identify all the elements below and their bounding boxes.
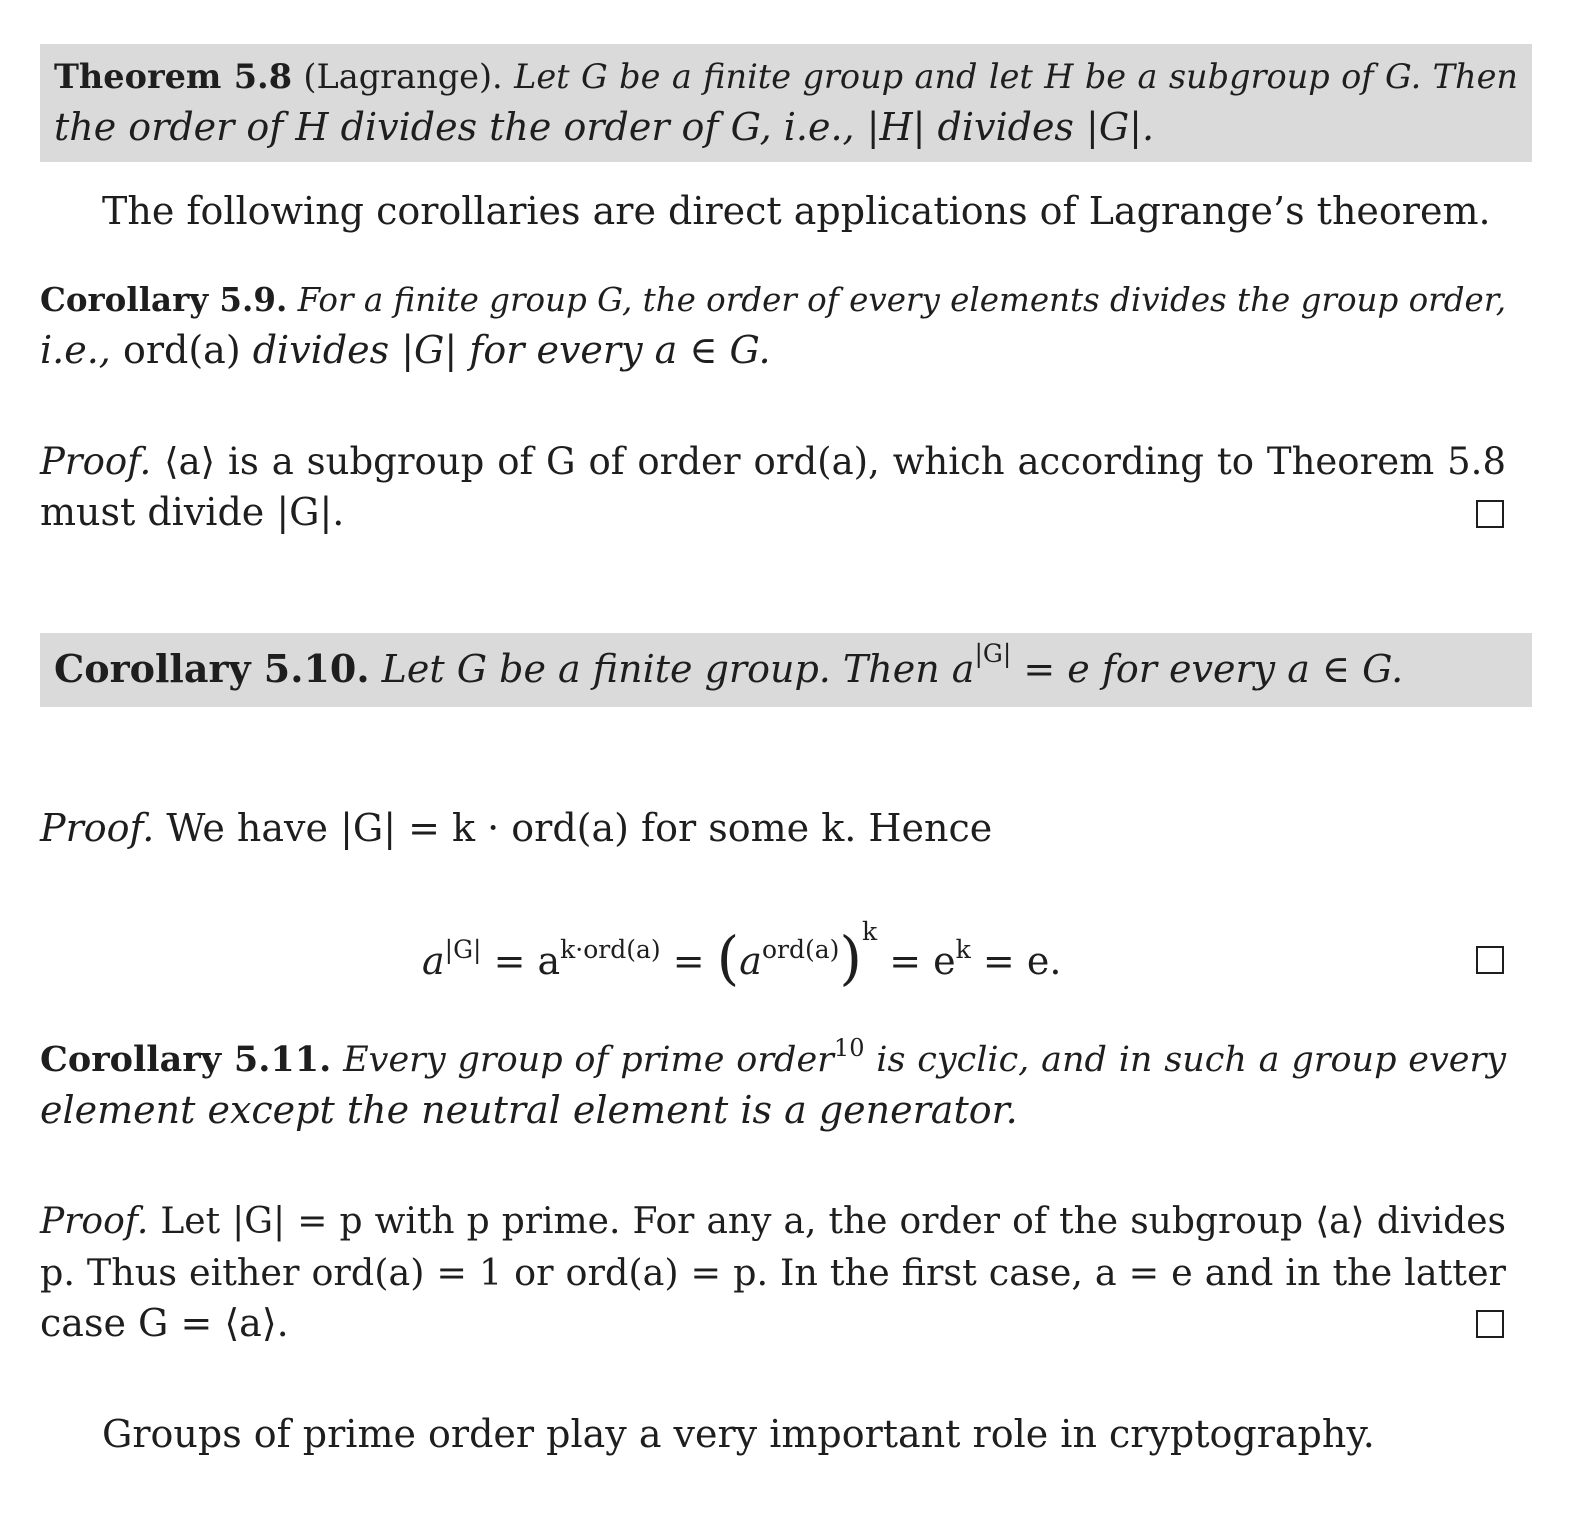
theorem-name: (Lagrange). xyxy=(303,57,503,96)
corollary-5-10-box xyxy=(40,633,1532,707)
theorem-5-8-box xyxy=(40,44,1532,162)
proof-5-9-text-1: ⟨a⟩ is a subgroup of G of order ord(a), which according to Theorem 5.8 xyxy=(164,440,1506,483)
eq-outer-exp-k: k xyxy=(862,917,878,946)
theorem-5-8-line-1 xyxy=(54,51,1518,102)
footnote-marker[interactable]: 10 xyxy=(833,1034,865,1062)
proof-5-10-line-1 xyxy=(40,803,1506,854)
eq-open-paren: ( xyxy=(716,924,740,992)
eq-exp-ord: ord(a) xyxy=(761,935,840,964)
corollary-5-9-statement-1: For a finite group G, the order of every elements divides the group order, xyxy=(297,281,1507,319)
corollary-5-10-statement-post: = e for every a ∈ G. xyxy=(1011,647,1404,691)
display-equation xyxy=(422,917,1062,992)
proof-label: Proof. xyxy=(40,440,152,483)
corollary-5-10-statement-pre: Let G be a finite group. Then a xyxy=(381,647,975,691)
proof-label: Proof. xyxy=(40,1201,149,1242)
corollary-5-9-line-2 xyxy=(40,325,1506,376)
eq-base-a: a xyxy=(422,939,445,983)
intro-paragraph: The following corollaries are direct applications of Lagrange’s theorem. xyxy=(102,189,1491,233)
proof-5-11-line-2: p. Thus either ord(a) = 1 or ord(a) = p. In the first case, a = e and in the latter xyxy=(40,1251,1506,1294)
corollary-5-10-exponent: |G| xyxy=(974,639,1012,668)
theorem-statement-1: Let G be a finite group and let H be a subgroup of G. Then xyxy=(514,57,1518,96)
theorem-label: Theorem 5.8 xyxy=(54,57,293,96)
corollary-5-9-statement-2: divides |G| for every a ∈ G. xyxy=(240,328,771,372)
corollary-5-9-label: Corollary 5.9. xyxy=(40,280,288,319)
proof-5-9-line-1 xyxy=(40,436,1506,487)
proof-5-11-line-3: case G = ⟨a⟩. xyxy=(40,1301,289,1345)
eq-part-1: = a xyxy=(481,939,561,983)
eq-equals-2: = xyxy=(660,939,717,983)
proof-5-11-text-1: Let |G| = p with p prime. For any a, the order of the subgroup ⟨a⟩ divides xyxy=(160,1201,1506,1242)
corollary-5-9-ord: ord(a) xyxy=(122,328,241,372)
theorem-statement-2: the order of H divides the order of G, i.e., |H| divides |G|. xyxy=(54,105,1155,149)
qed-box-icon xyxy=(1476,500,1504,528)
corollary-5-11-statement-1: Every group of prime order xyxy=(343,1040,834,1080)
corollary-5-10-line xyxy=(54,639,1518,699)
eq-tail: = e. xyxy=(970,939,1062,983)
proof-label: Proof. xyxy=(40,806,155,850)
corollary-5-11-line-2: element except the neutral element is a generator. xyxy=(40,1088,1018,1132)
eq-exp-kord: k·ord(a) xyxy=(560,935,661,964)
proof-5-9-line-2: must divide |G|. xyxy=(40,490,345,534)
corollary-5-11-label: Corollary 5.11. xyxy=(40,1039,332,1080)
corollary-5-9-line-1 xyxy=(40,274,1506,326)
corollary-5-10-label: Corollary 5.10. xyxy=(54,646,370,691)
proof-5-11-line-1 xyxy=(40,1196,1506,1247)
eq-exp-k: k xyxy=(955,935,971,964)
corollary-5-11-line-1 xyxy=(40,1034,1506,1089)
corollary-5-9-ie: i.e., xyxy=(40,328,123,372)
qed-box-icon xyxy=(1476,946,1504,974)
eq-part-3: = e xyxy=(877,939,956,983)
qed-box-icon xyxy=(1476,1310,1504,1338)
proof-5-10-text-1: We have |G| = k · ord(a) for some k. Hence xyxy=(166,806,993,850)
eq-close-paren: ) xyxy=(839,924,863,992)
eq-inner-a: a xyxy=(739,939,762,983)
closing-paragraph: Groups of prime order play a very important role in cryptography. xyxy=(102,1412,1375,1456)
corollary-5-11-statement-1-post: is cyclic, and in such a group every xyxy=(864,1040,1506,1080)
eq-exp-G: |G| xyxy=(444,935,482,964)
